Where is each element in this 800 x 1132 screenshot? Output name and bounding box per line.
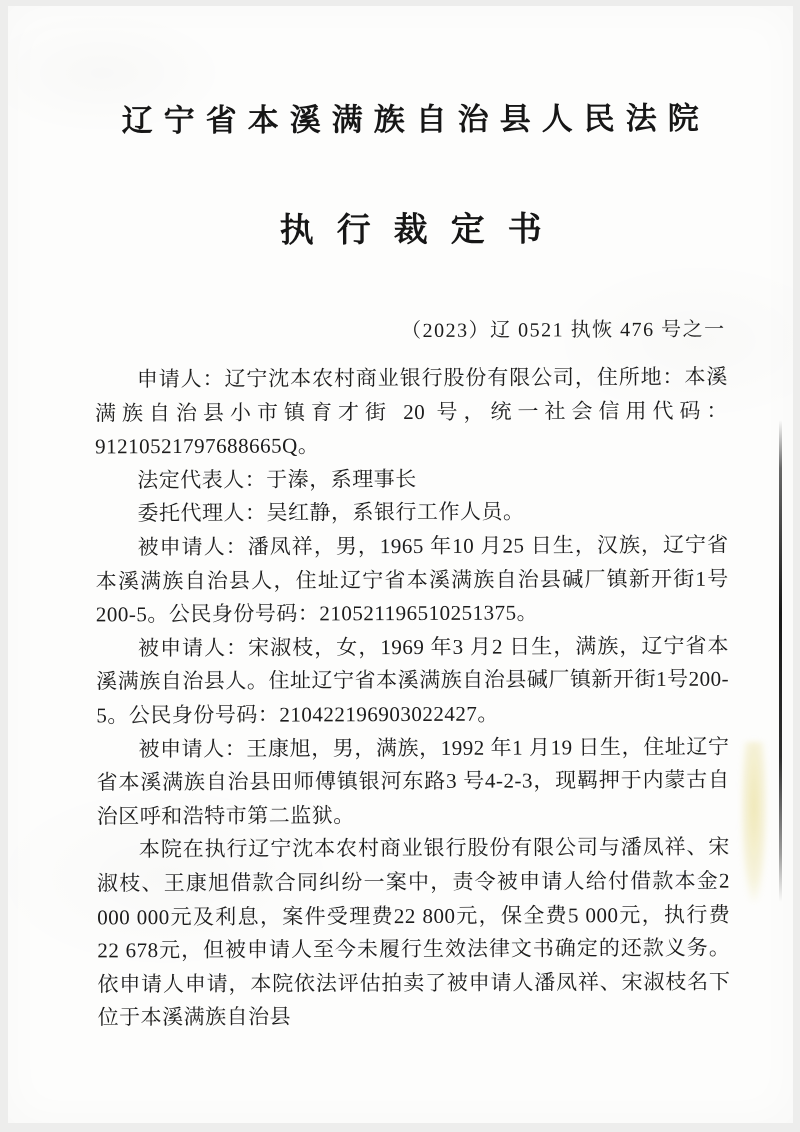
paragraph-case-summary: 本院在执行辽宁沈本农村商业银行股份有限公司与潘凤祥、宋淑枝、王康旭借款合同纠纷一案中，责令被申请人给付借款本金2 000 000元及利息，案件受理费22 800元，保全费5 000元，执行费22 678元，但被申请人至今未履行生效法律文书确定的还款义务。依申请人申请，本院依法评估拍卖了被申请人潘凤祥、宋淑枝名下位于本溪满族自治县 [96, 834, 731, 1030]
paragraph-legal-representative: 法定代表人：于溱，系理事长 [137, 466, 417, 492]
paragraph-respondent-3: 被申请人：王康旭，男，满族，1992 年1 月19 日生，住址辽宁省本溪满族自治县田师傅镇银河东路3 号4-2-3，现羁押于内蒙古自治区呼和浩特市第二监狱。 [96, 734, 730, 829]
paragraph-respondent-1: 被申请人：潘凤祥，男，1965 年10 月25 日生，汉族，辽宁省本溪满族自治县人，住址辽宁省本溪满族自治县碱厂镇新开街1号200-5。公民身份号码：210521196510251375。 [95, 532, 729, 627]
paragraph-applicant: 申请人：辽宁沈本农村商业银行股份有限公司，住所地：本溪满族自治县小市镇育才街 20 号，统一社会信用代码：91210521797688665Q。 [94, 364, 729, 459]
document-content [93, 5, 730, 1036]
paragraph-authorized-agent: 委托代理人：吴红静，系银行工作人员。 [137, 499, 525, 526]
document-title: 执行裁定书 [279, 211, 565, 250]
paper-page [8, 6, 793, 1123]
document-body [95, 361, 731, 1036]
paragraph-respondent-2: 被申请人：宋淑枝，女，1969 年3 月2 日生，满族，辽宁省本溪满族自治县人。住址辽宁省本溪满族自治县碱厂镇新开街1号200-5。公民身份号码：210422196903022427。 [96, 633, 730, 728]
paper-edge-crease [779, 420, 782, 902]
yellow-stain [741, 742, 767, 902]
court-name: 辽宁省本溪满族自治县人民法院 [121, 100, 710, 139]
case-number: （2023）辽 0521 执恢 476 号之一 [401, 318, 726, 343]
